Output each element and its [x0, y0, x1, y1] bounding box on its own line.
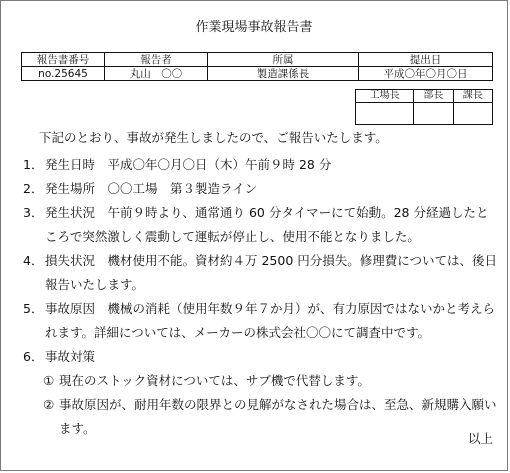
- list-item: [23, 249, 498, 297]
- list-item: [23, 153, 498, 177]
- header-department: 所属: [208, 53, 359, 67]
- item-text: 発生場所 〇〇工場 第３製造ライン: [45, 181, 258, 196]
- report-number-value: no.25645: [22, 67, 105, 81]
- intro-text: 下記のとおり、事故が発生しましたので、ご報告いたします。: [39, 130, 388, 145]
- stamp-box-section-chief[interactable]: [453, 103, 492, 125]
- department-value: 製造課係長: [208, 67, 359, 81]
- countermeasure-item: [23, 369, 498, 393]
- item-number: 1．: [23, 157, 44, 172]
- list-item: [23, 177, 498, 201]
- item-text: 事故対策: [45, 349, 96, 364]
- item-text: 事故原因 機械の消耗（使用年数９年７か月）が、有力原因ではないかと考えられます。詳細については、メーカーの株式会社〇〇にて調査中です。: [45, 301, 496, 340]
- countermeasure-text: 現在のストック資材については、サブ機で代替します。: [59, 373, 370, 388]
- list-item: [23, 297, 498, 345]
- item-number: 6．: [23, 349, 44, 364]
- item-number: 4．: [23, 253, 44, 268]
- list-item: [23, 201, 498, 249]
- closing-text: 以上: [467, 431, 493, 446]
- approval-header-section-chief: 課長: [453, 90, 492, 103]
- header-reporter: 報告者: [105, 53, 208, 67]
- countermeasure-mark: ①: [43, 373, 55, 388]
- approval-stamp-table: [355, 89, 493, 125]
- item-number: 2．: [23, 181, 44, 196]
- report-title: 作業現場事故報告書: [195, 20, 313, 35]
- countermeasure-mark: ②: [43, 397, 55, 412]
- item-number: 5．: [23, 301, 44, 316]
- stamp-box-factory-manager[interactable]: [356, 103, 414, 125]
- countermeasure-item: [23, 393, 498, 441]
- item-text: 発生状況 午前９時より、通常通り 60 分タイマーにて始動。28 分経過したところで突然激しく震動して運転が停止し、使用不能となりました。: [45, 205, 489, 244]
- countermeasure-text: 事故原因が、耐用年数の限界との見解がなされた場合は、至急、新規購入願います。: [59, 397, 497, 436]
- item-text: 損失状況 機材使用不能。資材約４万 2500 円分損失。修理費については、後日報告いたします。: [45, 253, 498, 292]
- header-report-number: 報告書番号: [22, 53, 105, 67]
- report-items: [23, 153, 498, 441]
- item-text: 発生日時 平成〇年〇月〇日（木）午前９時 28 分: [45, 157, 332, 172]
- approval-header-department-manager: 部長: [414, 90, 453, 103]
- item-number: 3．: [23, 205, 44, 220]
- header-submission-date: 提出日: [359, 53, 493, 67]
- submission-date-value: 平成〇年〇月〇日: [359, 67, 493, 81]
- stamp-box-department-manager[interactable]: [414, 103, 453, 125]
- list-item: [23, 345, 498, 369]
- reporter-value: 丸山 〇〇: [105, 67, 208, 81]
- approval-header-factory-manager: 工場長: [356, 90, 414, 103]
- report-info-table: [21, 52, 493, 81]
